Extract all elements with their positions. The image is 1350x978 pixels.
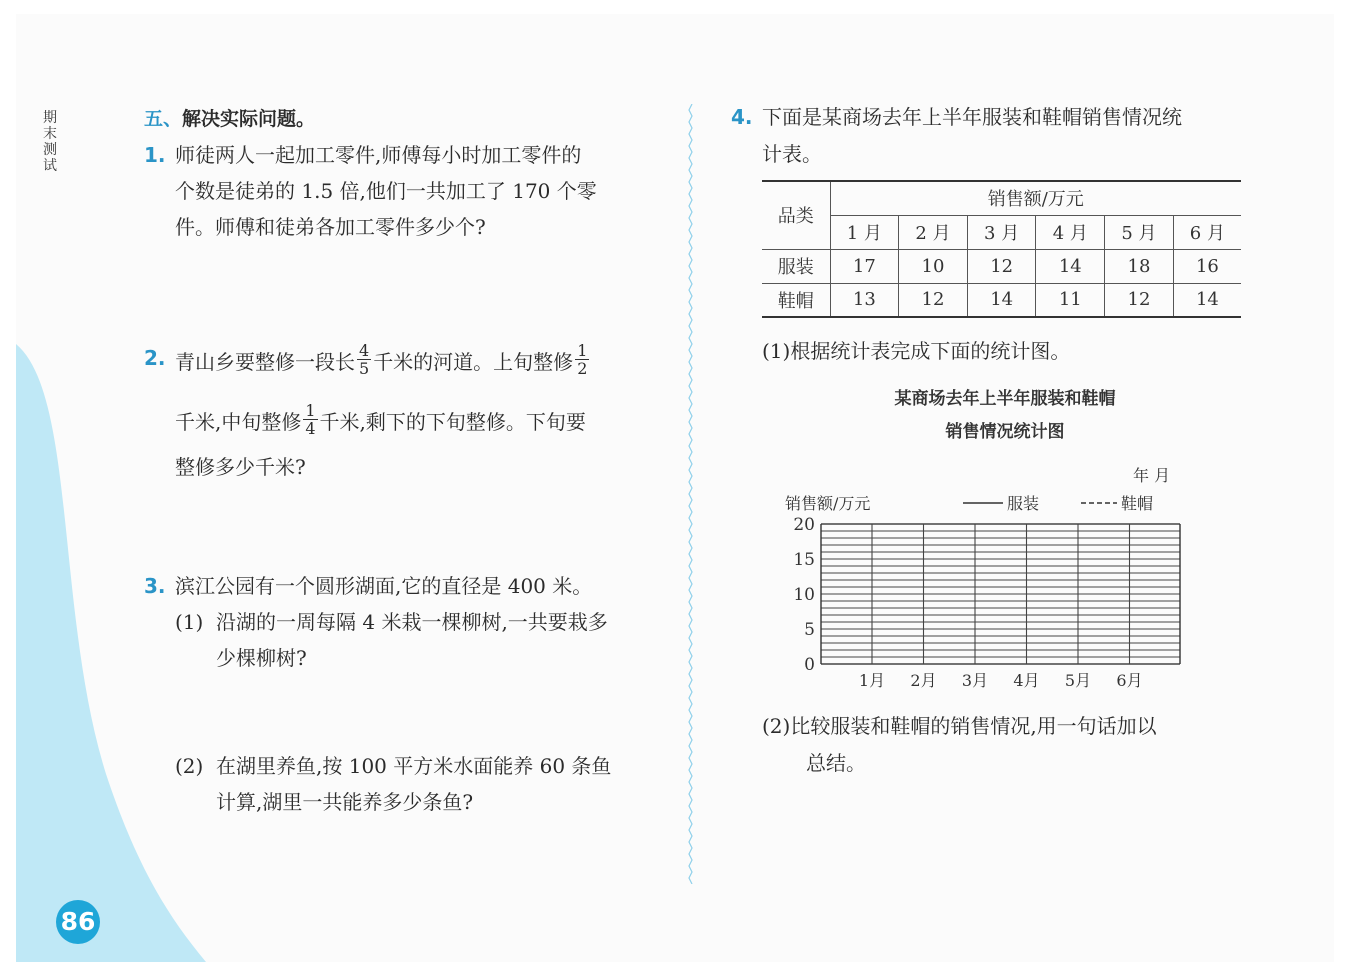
question-4-line-2: 计表。 <box>762 142 822 166</box>
question-3-part-2-label: (2) <box>175 754 204 778</box>
column-divider <box>684 104 700 884</box>
question-4-subquestion-1: (1)根据统计表完成下面的统计图。 <box>762 339 1071 363</box>
fraction-4-5 <box>357 342 371 377</box>
question-2-number: 2. <box>144 346 166 370</box>
table-row-label: 服装 <box>762 249 830 283</box>
table-header-sales: 销售额/万元 <box>830 181 1241 215</box>
table-cell: 14 <box>1173 283 1241 317</box>
chart-y-tick-label: 0 <box>804 655 815 675</box>
side-label: 期末测试 <box>43 110 57 174</box>
table-cell: 13 <box>830 283 899 317</box>
table-month-header: 6 月 <box>1173 215 1241 249</box>
table-row <box>762 249 1241 283</box>
question-2-line-3: 整修多少千米? <box>175 455 306 479</box>
chart-title-line-1: 某商场去年上半年服装和鞋帽 <box>894 389 1116 409</box>
fraction-numerator: 1 <box>577 341 588 360</box>
question-4-subquestion-2-line-2: 总结。 <box>806 751 866 775</box>
question-4-subquestion-2-line-1: (2)比较服装和鞋帽的销售情况,用一句话加以 <box>762 714 1157 738</box>
question-3-number: 3. <box>144 574 166 598</box>
q2-text-d: 千米,剩下的下旬整修。下旬要 <box>319 410 586 434</box>
chart-x-tick-label: 1月 <box>858 671 886 690</box>
chart-x-tick-label: 3月 <box>961 671 989 690</box>
question-3-part-2-line-2: 计算,湖里一共能养多少条鱼? <box>216 790 474 814</box>
table-cell: 14 <box>1036 249 1105 283</box>
chart-date-label: 年 月 <box>1133 466 1171 485</box>
chart-x-tick-label: 4月 <box>1013 671 1040 690</box>
question-3-part-1-line-2: 少棵柳树? <box>216 646 307 670</box>
chart-title-line-2: 销售情况统计图 <box>945 422 1065 442</box>
question-4-number: 4. <box>731 105 753 129</box>
sales-table <box>762 180 1241 318</box>
blank-line-chart <box>775 465 1195 697</box>
chart-y-tick-label: 20 <box>793 515 815 535</box>
table-month-header: 5 月 <box>1105 215 1174 249</box>
fraction-numerator: 1 <box>305 401 316 420</box>
section-title <box>144 107 315 131</box>
table-cell: 14 <box>967 283 1036 317</box>
fraction-denominator: 2 <box>577 359 588 378</box>
question-3-intro: 滨江公园有一个圆形湖面,它的直径是 400 米。 <box>175 574 593 598</box>
section-title-text: 解决实际问题。 <box>182 108 316 130</box>
fraction-1-4 <box>303 402 317 437</box>
table-month-header: 2 月 <box>899 215 968 249</box>
chart-x-tick-label: 6月 <box>1116 671 1143 690</box>
question-1-number: 1. <box>144 143 166 167</box>
legend-label-clothing: 服装 <box>1007 494 1040 513</box>
chart-y-tick-label: 10 <box>793 585 815 605</box>
chart-x-tick-label: 5月 <box>1064 671 1092 690</box>
fraction-denominator: 4 <box>305 419 316 438</box>
q2-text-c: 千米,中旬整修 <box>175 410 302 434</box>
fraction-denominator: 5 <box>359 359 370 378</box>
chart-y-tick-label: 5 <box>804 620 815 640</box>
chart-y-axis-label: 销售额/万元 <box>785 494 871 513</box>
question-1-line-1: 师徒两人一起加工零件,师傅每小时加工零件的 <box>175 143 582 167</box>
question-2-line-2 <box>175 401 586 441</box>
chart-y-tick-label: 15 <box>793 550 815 570</box>
table-header-category: 品类 <box>762 181 830 249</box>
page-number: 86 <box>56 900 100 944</box>
chart-x-tick-label: 2月 <box>910 671 937 690</box>
question-2-line-1 <box>175 341 591 381</box>
question-1-line-3: 件。师傅和徒弟各加工零件多少个? <box>175 215 486 239</box>
table-cell: 16 <box>1173 249 1241 283</box>
table-cell: 12 <box>967 249 1036 283</box>
question-1-line-2: 个数是徒弟的 1.5 倍,他们一共加工了 170 个零 <box>175 179 597 203</box>
fraction-numerator: 4 <box>359 341 370 360</box>
table-cell: 18 <box>1105 249 1174 283</box>
table-cell: 12 <box>1105 283 1174 317</box>
table-month-header: 1 月 <box>830 215 899 249</box>
question-4-line-1: 下面是某商场去年上半年服装和鞋帽销售情况统 <box>762 105 1182 129</box>
question-3-part-1-line-1: 沿湖的一周每隔 4 米栽一棵柳树,一共要栽多 <box>216 610 608 634</box>
legend-label-shoes-hats: 鞋帽 <box>1121 494 1154 513</box>
question-3-part-1-label: (1) <box>175 610 204 634</box>
q2-text-a: 青山乡要整修一段长 <box>175 350 355 374</box>
table-row <box>762 283 1241 317</box>
table-cell: 17 <box>830 249 899 283</box>
fraction-1-2 <box>575 342 589 377</box>
section-prefix: 五、 <box>144 108 183 130</box>
table-cell: 12 <box>899 283 968 317</box>
table-cell: 11 <box>1036 283 1105 317</box>
q2-text-b: 千米的河道。上旬整修 <box>373 350 574 374</box>
table-cell: 10 <box>899 249 968 283</box>
table-month-header: 3 月 <box>967 215 1036 249</box>
table-row-label: 鞋帽 <box>762 283 830 317</box>
table-month-header: 4 月 <box>1036 215 1105 249</box>
question-3-part-2-line-1: 在湖里养鱼,按 100 平方米水面能养 60 条鱼 <box>216 754 612 778</box>
